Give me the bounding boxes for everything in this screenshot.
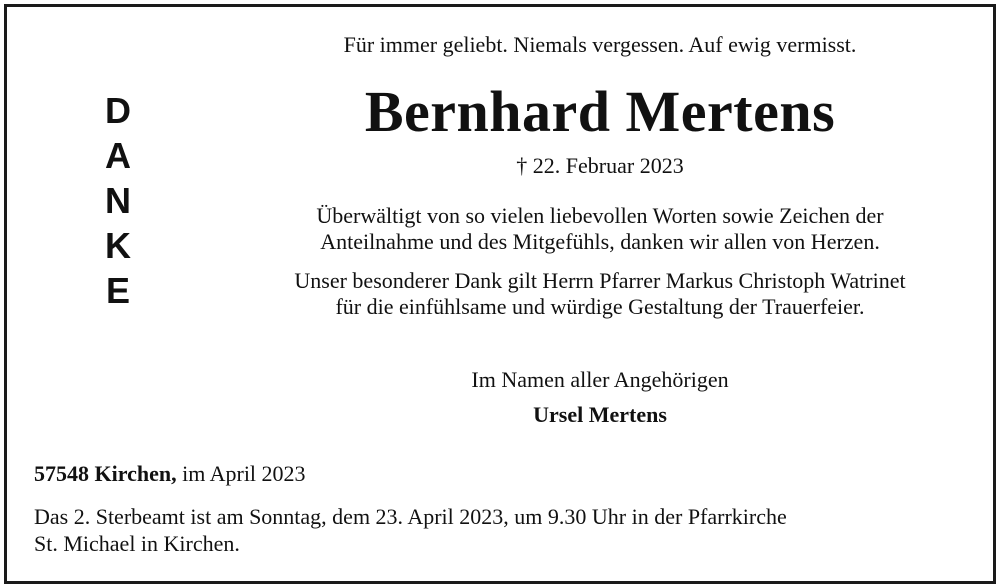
special-thanks-line: Unser besonderer Dank gilt Herrn Pfarrer Markus Christoph Watrinet (294, 268, 906, 293)
death-date: † 22. Februar 2023 (516, 153, 684, 178)
on-behalf-text: Im Namen aller Angehörigen (471, 367, 729, 392)
danke-letter: E (105, 270, 130, 311)
place-date-text: im April 2023 (176, 461, 306, 486)
danke-letter: D (105, 90, 131, 131)
place-date (34, 461, 306, 487)
mass-notice (34, 503, 954, 557)
mass-notice-line: St. Michael in Kirchen. (34, 531, 240, 556)
motto: Für immer geliebt. Niemals vergessen. Auf ewig vermisst. (343, 32, 857, 57)
special-thanks-line: für die einfühlsame und würdige Gestaltung der Trauerfeier. (335, 294, 865, 319)
special-thanks-paragraph (200, 268, 1000, 320)
danke-letter: N (105, 180, 131, 221)
thanks-paragraph (200, 203, 1000, 255)
place-location: 57548 Kirchen, (34, 461, 177, 486)
signer-name: Ursel Mertens (533, 402, 667, 427)
danke-letter: K (105, 225, 131, 266)
deceased-name: Bernhard Mertens (364, 79, 836, 144)
mass-notice-line: Das 2. Sterbeamt ist am Sonntag, dem 23. April 2023, um 9.30 Uhr in der Pfarrkirche (34, 504, 787, 529)
danke-vertical-text (96, 88, 140, 313)
thanks-line: Anteilnahme und des Mitgefühls, danken wir allen von Herzen. (320, 229, 880, 254)
thanks-line: Überwältigt von so vielen liebevollen Worten sowie Zeichen der (316, 203, 884, 228)
danke-letter: A (105, 135, 131, 176)
